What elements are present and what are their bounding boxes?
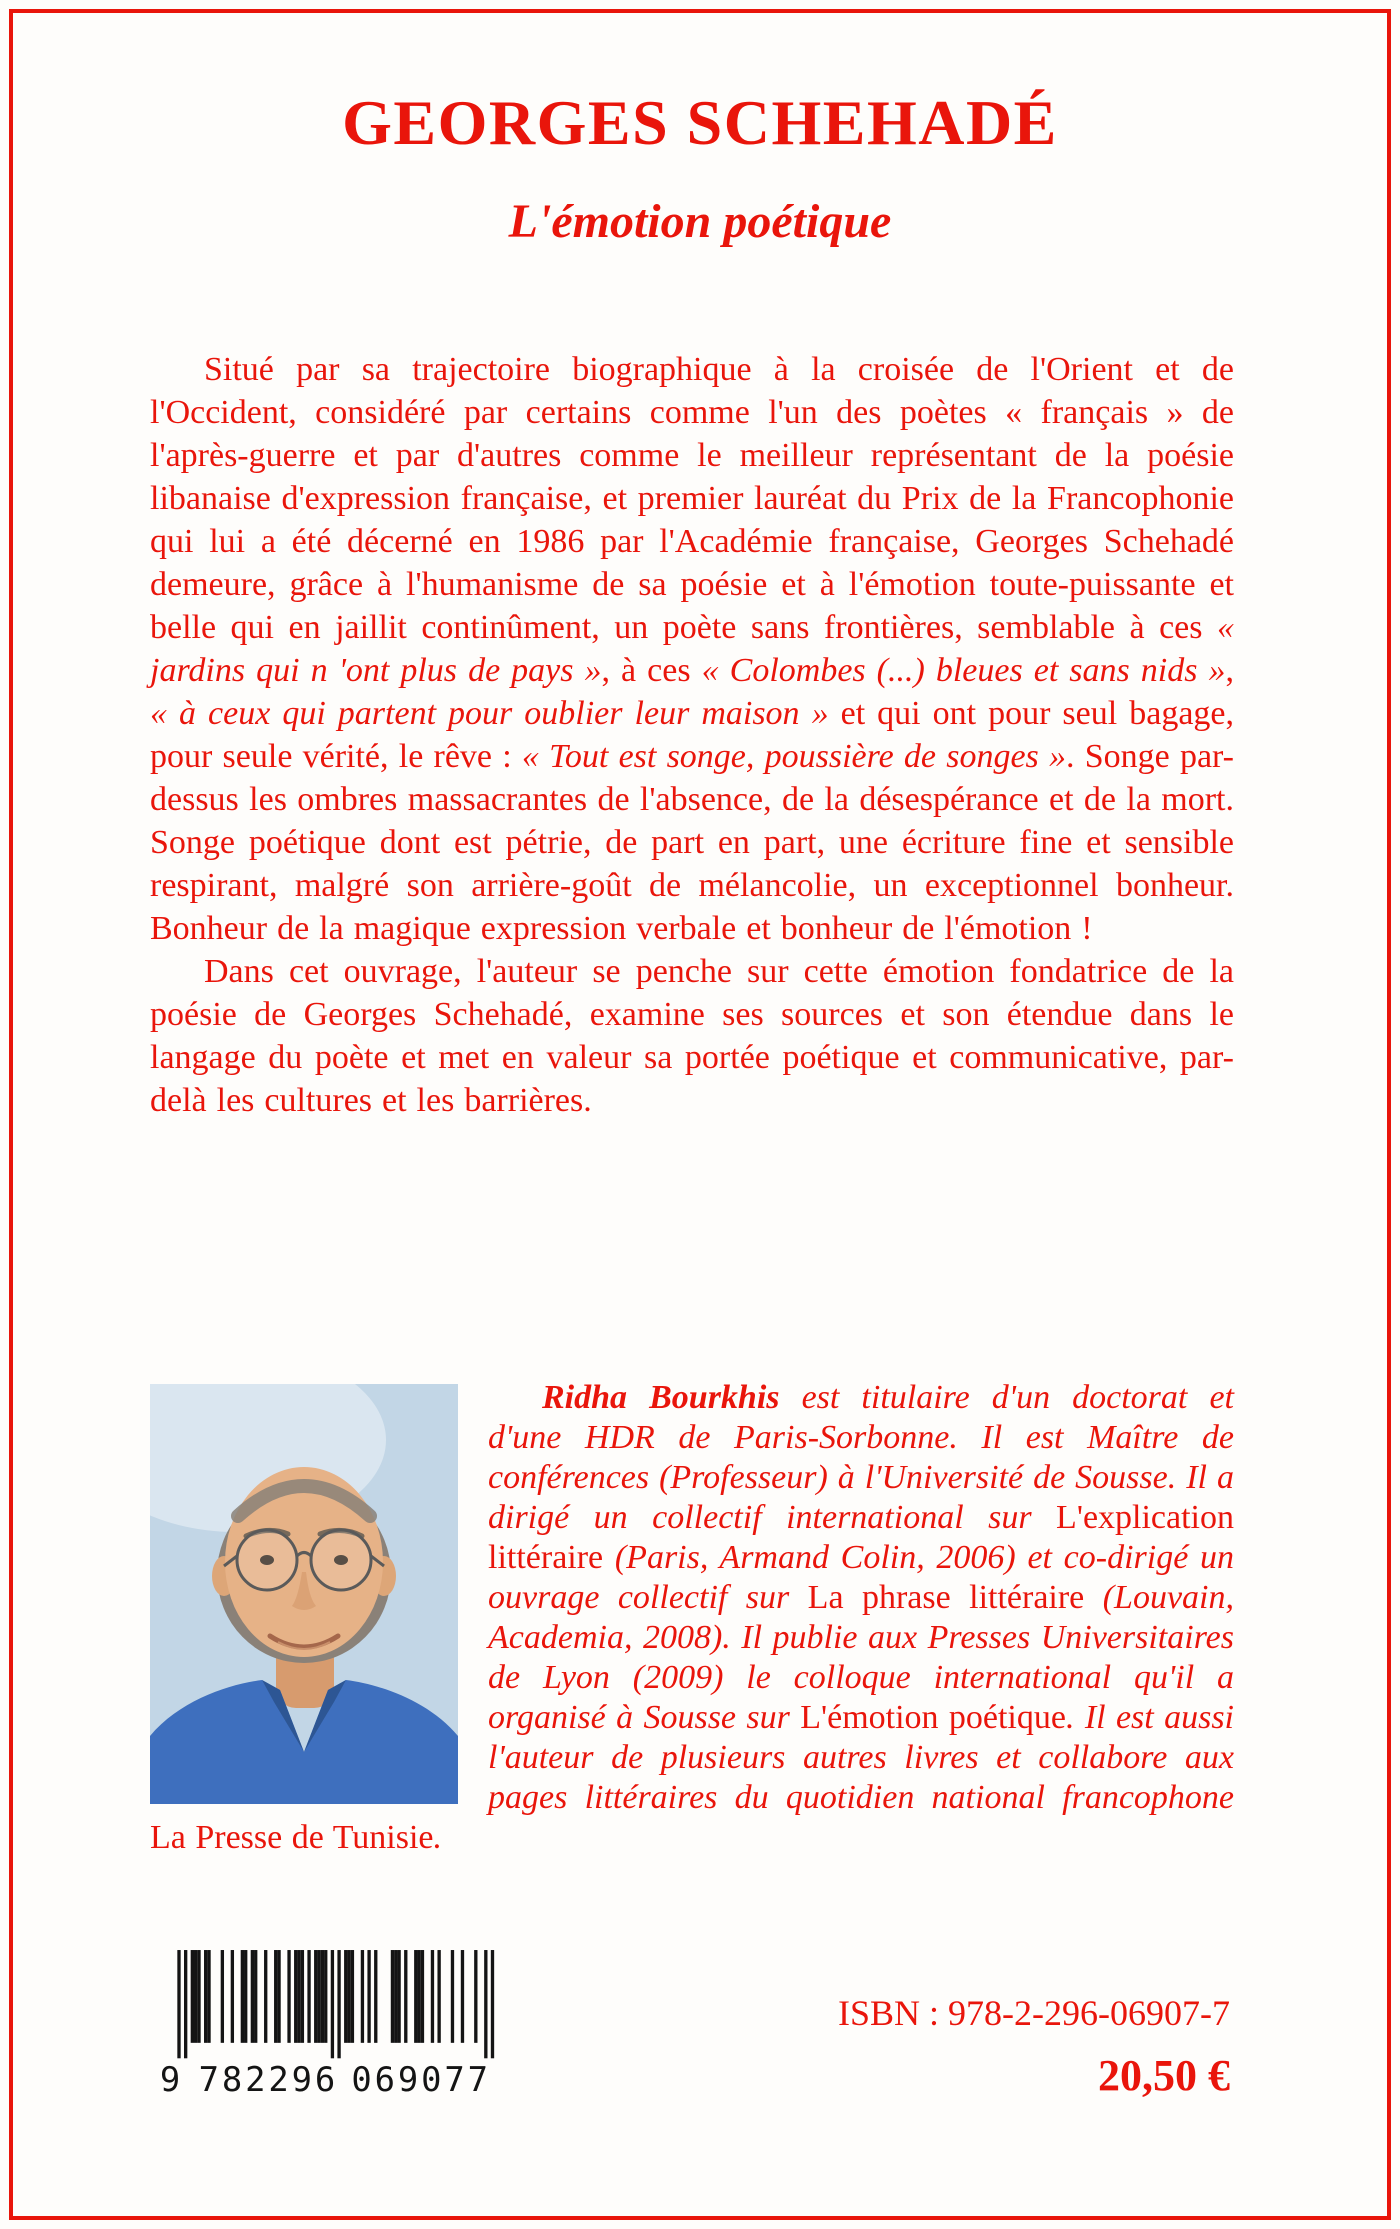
barcode-graphic	[158, 1950, 506, 2097]
text-segment: Ridha Bourkhis	[542, 1379, 780, 1416]
text-segment: . Songe par-dessus les ombres massacrantes de l'absence, de la désespérance et de la mort. Songe poétique dont est pétrie, de part en part, une écriture fine et sensible respirant, malgré son arrière-goût de mélancolie, un exceptionnel bonheur. Bonheur de la magique expression verbale et bonheur de l'émotion !	[150, 738, 1234, 947]
text-segment: Situé par sa trajectoire biographique à la croisée de l'Orient et de l'Occident, considéré par certains comme l'un des poètes « français » de l'après-guerre et par d'autres comme le meilleur représentant de la poésie libanaise d'expression française, et premier lauréat du Prix de la Francophonie qui lui a été décerné en 1986 par l'Académie française, Georges Schehadé demeure, grâce à l'humanisme de sa poésie et à l'émotion toute-puissante et belle qui en jaillit continûment, un poète sans frontières, semblable à ces	[150, 351, 1234, 646]
text-segment: et qui ont pour seul bagage, pour seule vérité, le rêve :	[150, 695, 1234, 775]
author-photo	[150, 1384, 458, 1804]
text-segment: « à ceux qui partent pour oublier leur maison »	[150, 695, 829, 732]
text-segment: L'émotion poétique	[800, 1699, 1066, 1736]
barcode	[158, 1950, 506, 2097]
header	[0, 0, 1400, 249]
synopsis-paragraph-1	[150, 348, 1234, 950]
text-segment: , à ces	[601, 652, 702, 689]
price-text: 20,50 €	[1098, 2051, 1230, 2100]
synopsis-paragraph-2	[150, 950, 1234, 1122]
footer-info	[838, 1992, 1230, 2101]
barcode-digits-left: 782296	[198, 2060, 339, 2097]
text-segment: .	[433, 1819, 442, 1856]
text-segment: « Tout est songe, poussière de songes »	[521, 738, 1066, 775]
barcode-digits-right: 069077	[351, 2060, 491, 2097]
text-segment: La phrase littéraire	[807, 1579, 1085, 1616]
text-segment: est titulaire d'un doctorat et d'une HDR de Paris-Sorbonne. Il est Maître de conférences (Professeur) à l'Université de Sousse. Il a dirigé un collectif international sur	[488, 1379, 1234, 1536]
author-photo-illustration	[150, 1384, 458, 1804]
text-segment: Dans cet ouvrage, l'auteur se penche sur cette émotion fondatrice de la poésie de Georges Schehadé, examine ses sources et son étendue dans le langage du poète et met en valeur sa portée poétique et communicative, par-delà les cultures et les barrières.	[150, 953, 1234, 1119]
text-segment: ,	[1225, 652, 1234, 689]
text-segment: (Paris, Armand Colin, 2006) et co-dirigé un ouvrage collectif sur	[488, 1539, 1234, 1616]
book-subtitle: L'émotion poétique	[508, 195, 892, 248]
text-segment: « jardins qui n 'ont plus de pays »	[150, 609, 1234, 689]
isbn-text: ISBN : 978-2-296-06907-7	[838, 1993, 1230, 2033]
text-segment: La Presse de Tunisie	[150, 1819, 434, 1856]
text-segment: « Colombes (...) bleues et sans nids »	[701, 652, 1226, 689]
author-section	[150, 1378, 1234, 1858]
book-title: GEORGES SCHEHADÉ	[342, 87, 1058, 158]
synopsis	[150, 348, 1234, 1122]
barcode-bars	[177, 1950, 494, 2058]
barcode-digit-lead: 9	[159, 2060, 184, 2097]
text-segment: (Louvain, Academia, 2008). Il publie aux Presses Universitaires de Lyon (2009) le colloque international qu'il a organisé à Sousse sur	[488, 1579, 1234, 1736]
text-segment: . Il est aussi l'auteur de plusieurs autres livres et collabore aux pages littéraires du quotidien national francophone	[488, 1699, 1234, 1816]
text-segment: L'explication littéraire	[488, 1499, 1234, 1576]
